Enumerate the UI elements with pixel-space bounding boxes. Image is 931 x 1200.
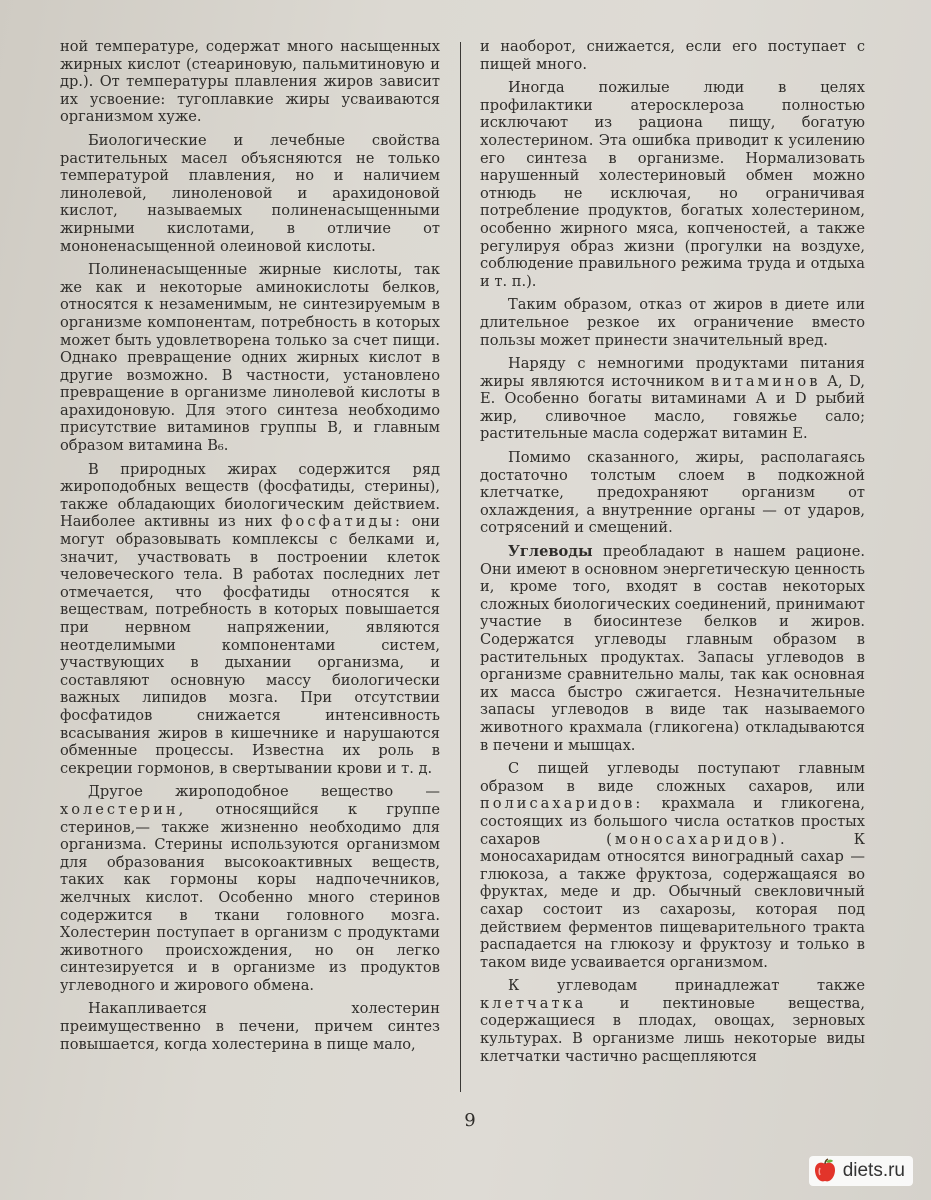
column-divider [460, 42, 461, 1092]
right-paragraph-4 [480, 355, 865, 443]
vitamins-text-a: Наряду с немногими продуктами питания жиры являются источником [480, 355, 865, 390]
phosphatides-term: фосфатиды: [281, 513, 403, 531]
cholesterol-text-b: относящийся к группе стеринов,— также жизненно необходимо для организма. Стерины используются организмом для образования высокоактивных веществ, таких как гормоны коры надпочечников, желчных кислот. Особенно много стеринов содержится в ткани головного мозга. Холестерин поступает в организм с продуктами животного происхождения, но он легко синтезируется и в организме из продуктов углеводного и жирового обмена. [60, 800, 441, 994]
polysaccharides-text-b: крахмала и гликогена, состоящих из большого числа остатков простых сахаров [480, 795, 865, 848]
left-paragraph-6: Накапливается холестерин преимущественно в печени, причем синтез повышается, когда холестерина в пище мало, [60, 1000, 440, 1053]
left-paragraph-3: Полиненасыщенные жирные кислоты, так же как и некоторые аминокислоты белков, относятся к незаменимым, не синтезируемым в организме компонентам, потребность в которых может быть удовлетворена только за счет пищи. Однако превращение одних жирных кислот в другие возможно. В частности, установлено превращение в организме линолевой кислоты в арахидоновую. Для этого синтеза необходимо присутствие витаминов группы В, и главным образом витамина В₆. [60, 261, 440, 455]
carbohydrates-heading: Углеводы [508, 543, 593, 561]
left-paragraph-1: ной температуре, содержат много насыщенных жирных кислот (стеариновую, пальмитиновую и др.). От температуры плавления жиров зависит их усвоение: тугоплавкие жиры усваиваются организмом хуже. [60, 38, 440, 126]
page-number: 9 [464, 1110, 476, 1131]
monosaccharides-term: (моносахаридов). [606, 830, 788, 848]
vitamins-text-b: А, D, Е. Особенно богаты витаминами А и D рыбий жир, сливочное масло, говяжье сало; растительные масла содержат витамин Е. [480, 372, 865, 443]
right-paragraph-6 [480, 543, 865, 754]
left-paragraph-2: Биологические и лечебные свойства растительных масел объясняются не только температурой плавления, но и наличием линолевой, линоленовой и арахидоновой кислот, называемых полиненасыщенными жирными кислотами, в отличие от мононенасыщенной олеиновой кислоты. [60, 131, 440, 255]
right-paragraph-1: и наоборот, снижается, если его поступает с пищей много. [480, 38, 865, 73]
phosphatides-text-a: В природных жирах содержится ряд жироподобных веществ (фосфатиды, стерины), также обладающих биологическим действием. Наиболее активны из них [60, 460, 440, 531]
right-paragraph-7 [480, 760, 865, 971]
polysaccharides-term: полисахаридов: [480, 795, 644, 813]
cholesterol-term: холестерин, [60, 800, 187, 818]
right-paragraph-2: Иногда пожилые люди в целях профилактики атеросклероза полностью исключают из рациона пищу, богатую холестерином. Эта ошибка приводит к усилению его синтеза в организме. Нормализовать нарушенный холестериновый обмен можно отнюдь не исключая, но ограничивая потребление продуктов, богатых холестерином, особенно жирного мяса, копченостей, а также регулируя образ жизни (прогулки на воздухе, соблюдение правильного режима труда и отдыха и т. п.). [480, 79, 865, 290]
watermark [809, 1156, 913, 1186]
left-paragraph-5 [60, 783, 440, 994]
carbohydrates-text: преобладают в нашем рационе. Они имеют в основном энергетическую ценность и, кроме того, входят в состав некоторых сложных биологических соединений, принимают участие в биосинтезе белков и жиров. Содержатся углеводы главным образом в растительных продуктах. Запасы углеводов в организме сравнительно малы, так как основная их масса быстро сжигается. Незначительные запасы углеводов в виде так называемого животного крахмала (гликогена) откладываются в печени и мышцах. [480, 543, 865, 754]
left-paragraph-4 [60, 461, 440, 778]
right-column [480, 38, 865, 1071]
fiber-text-a: К углеводам принадлежат также [508, 977, 865, 995]
polysaccharides-text-c: К моносахаридам относятся виноградный сахар — глюкоза, а также фруктоза, содержащаяся во фруктах, меде и др. Обычный свекловичный сахар состоит из сахарозы, которая под действием ферментов пищеварительного тракта распадается на глюкозу и фруктозу и только в таком виде усваивается организмом. [480, 830, 865, 971]
watermark-text: diets.ru [842, 1160, 905, 1181]
left-column [60, 38, 440, 1059]
fiber-term: клетчатка [480, 994, 587, 1012]
right-paragraph-5: Помимо сказанного, жиры, располагаясь достаточно толстым слоем в подкожной клетчатке, предохраняют организм от охлаждения, а внутренние органы — от ударов, сотрясений и смещений. [480, 449, 865, 537]
phosphatides-text-b: они могут образовывать комплексы с белками и, значит, участвовать в построении клеток человеческого тела. В работах последних лет отмечается, что фосфатиды относятся к веществам, потребность в которых повышается при нервном напряжении, являются неотделимыми компонентами систем, участвующих в дыхании организма, и составляют основную массу биологически важных липидов мозга. При отсутствии фосфатидов снижается интенсивность всасывания жиров в кишечнике и нарушаются обменные процессы. Известна их роль в секреции гормонов, в свертывании крови и т. д. [60, 513, 441, 777]
vitamins-term: витаминов [710, 372, 821, 390]
polysaccharides-text-a: С пищей углеводы поступают главным образом в виде сложных сахаров, или [480, 760, 865, 795]
right-paragraph-3: Таким образом, отказ от жиров в диете или длительное резкое их ограничение вместо пользы может принести значительный вред. [480, 296, 865, 349]
cholesterol-text-a: Другое жироподобное вещество — [88, 783, 440, 801]
apple-icon [813, 1158, 837, 1184]
right-paragraph-8 [480, 977, 865, 1065]
fiber-text-b: и пектиновые вещества, содержащиеся в плодах, овощах, зерновых культурах. В организме лишь некоторые виды клетчатки частично расщепляются [480, 994, 865, 1065]
